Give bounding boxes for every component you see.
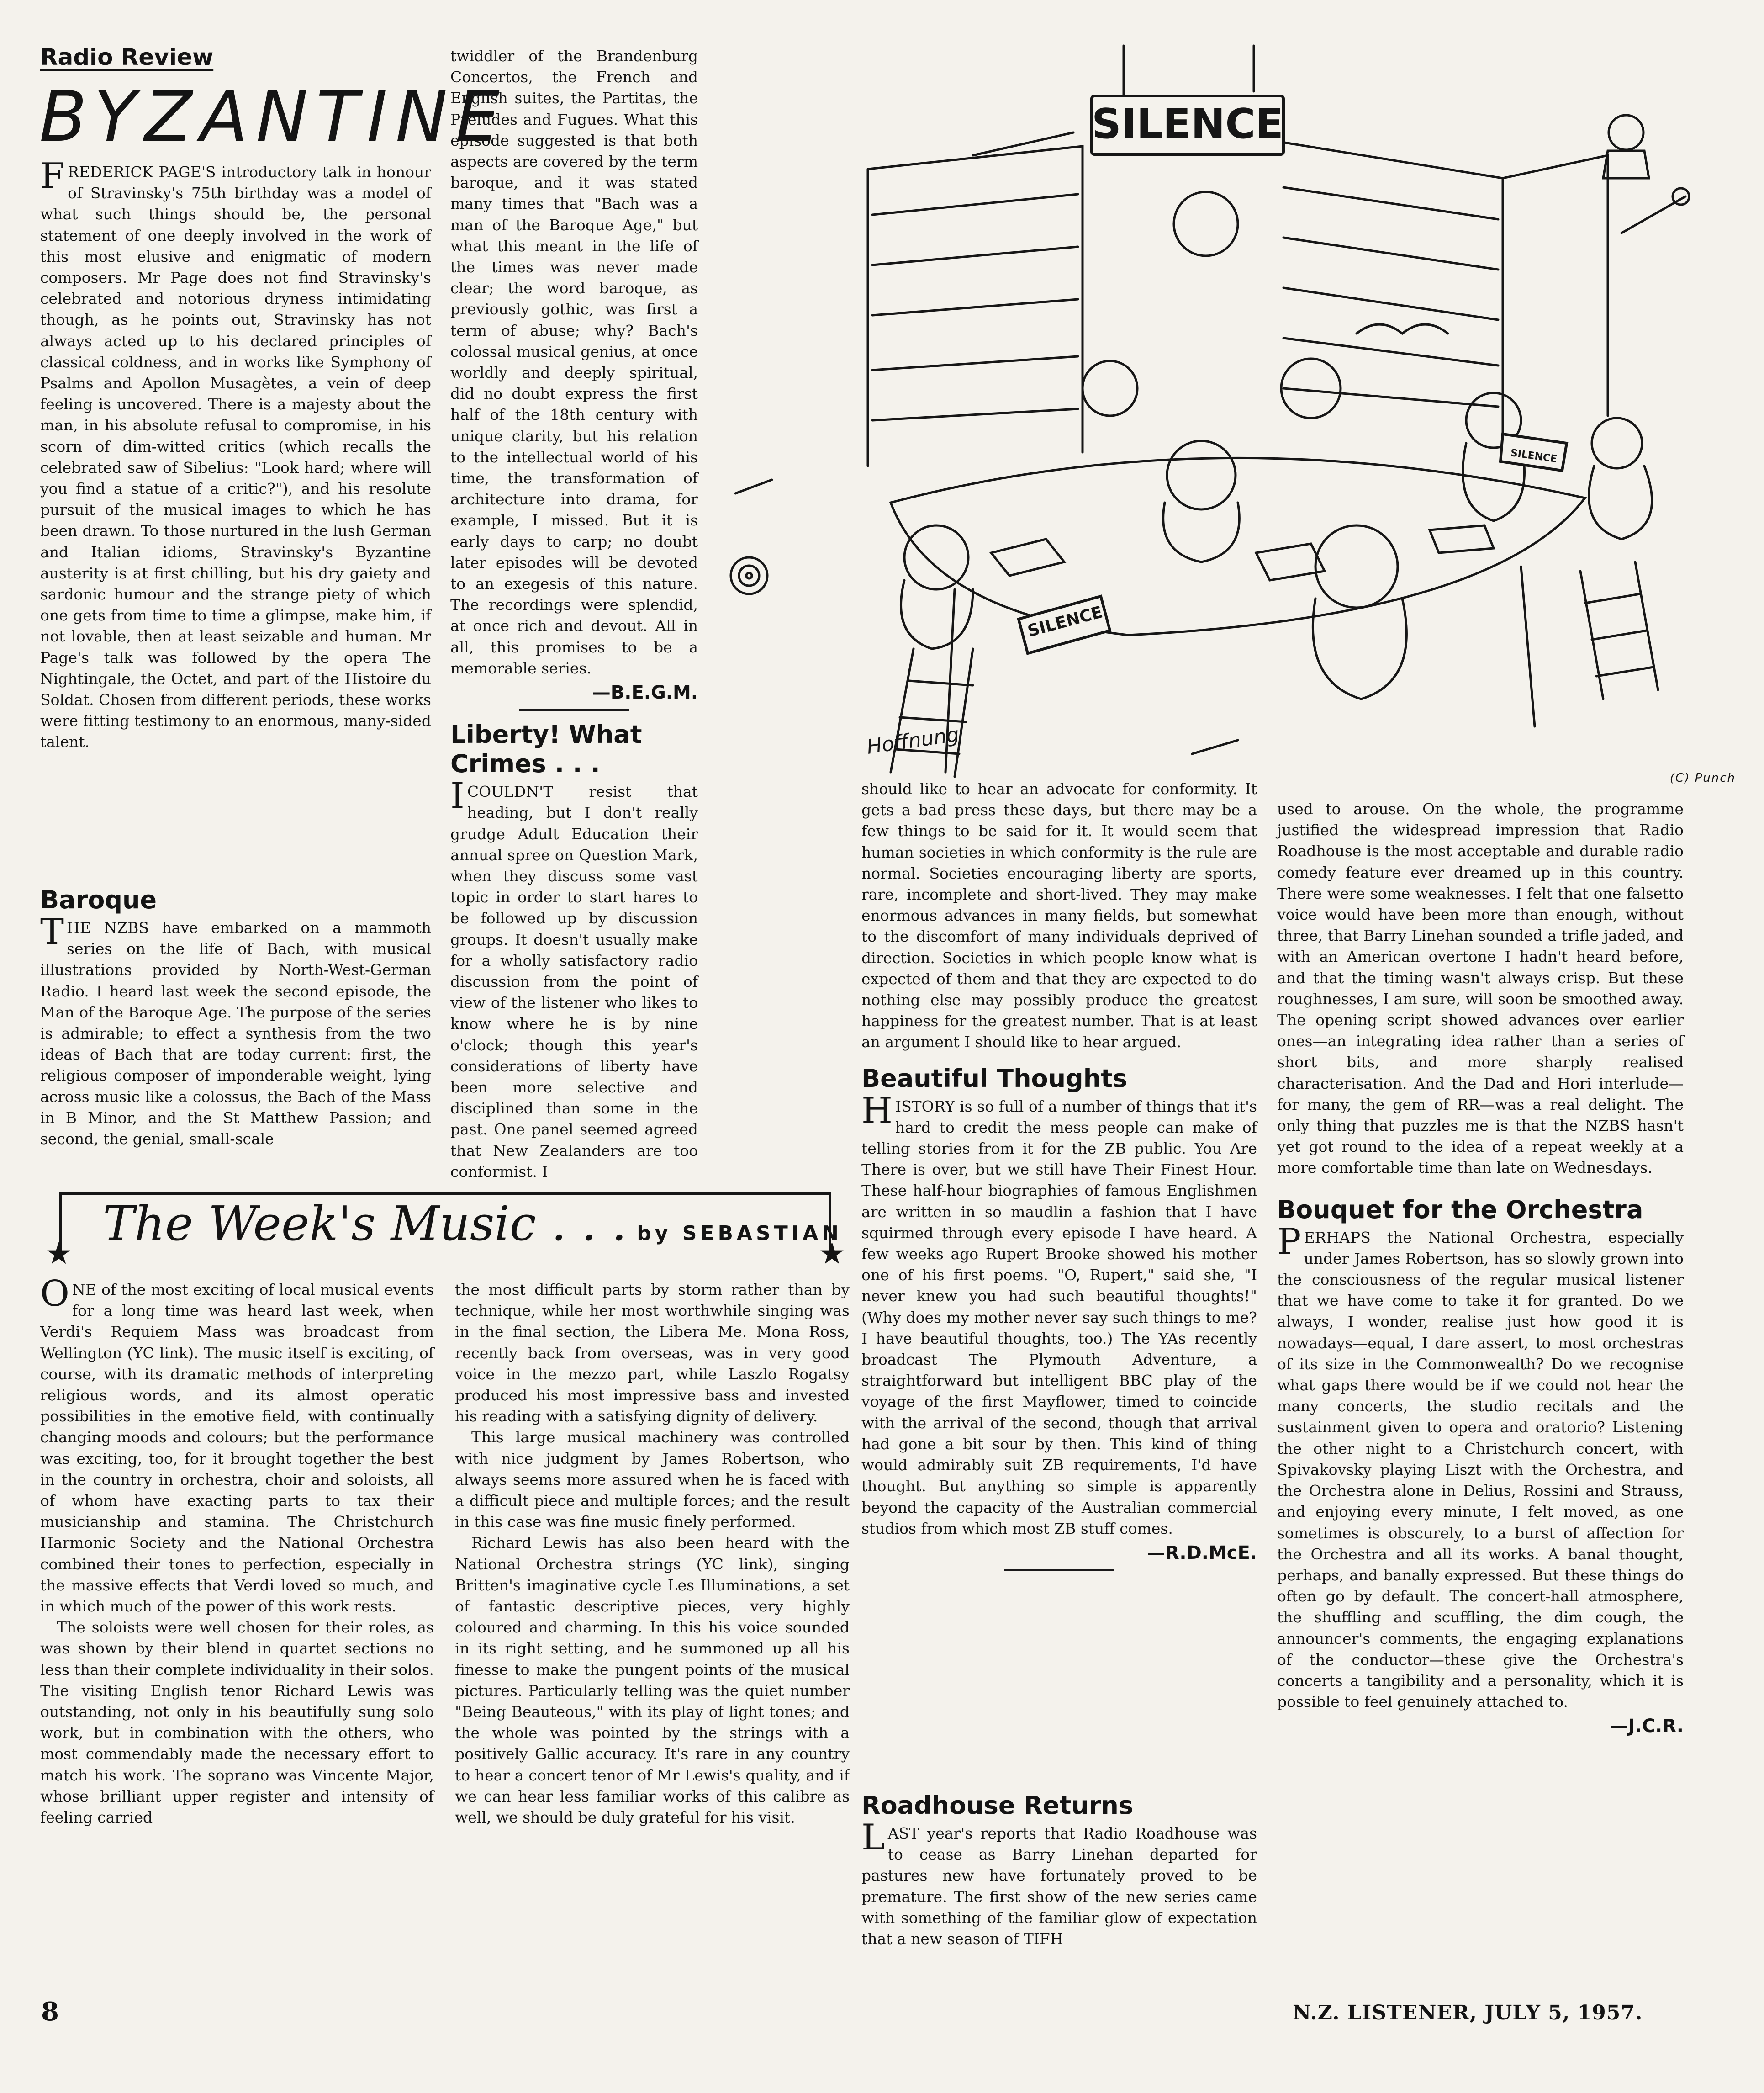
baroque-paragraph: THE NZBS have embarked on a mammoth series on the life of Bach, with musical illustrations provided by North-West-German Radio. I heard last week the second episode, the Man of the Baroque Age. The purpose of the series is admirable; to effect a synthesis from the two ideas of Bach that are today current: first, the religious composer of imponderable weight, lying across music like a colossus, the Bach of the Mass in B Minor, and the St Matthew Passion; and second, the genial, small-scale — [40, 911, 431, 1148]
beautiful-signature: —R.D.McE. — [1146, 1542, 1257, 1563]
liberty-paragraph: should like to hear an advocate for conformity. It gets a bad press these days, but there may be a few things to be said for it. It would seem that human societies in which conformity is the rule are normal. Societies encouraging liberty are sports, rare, incomplete and short-lived. They may make enormous advances in many fields, but somewhat to the discomfort of many individuals deprived of direction. Societies in which people know what is expected of them and that they are expected to do nothing else may possibly produce the greatest happiness for the greatest number. That is at least an argument I should like to hear argued. — [861, 780, 1257, 1051]
weeks-music-paragraph: the most difficult parts by storm rather than by technique, while her most worthwhile singing was in the final section, the Libera Me. Mona Ross, recently back from overseas, was in very good voice in the mezzo part, while Laszlo Rogatsy produced his most impressive bass and invested his reading with a satisfying dignity of delivery. — [455, 1281, 850, 1425]
page-footer: N.Z. LISTENER, JULY 5, 1957. — [1293, 2001, 1643, 2024]
byzantine-article — [40, 156, 431, 753]
table-sign: SILENCE — [1025, 603, 1105, 641]
section-kicker: Radio Review — [40, 44, 214, 70]
cartoonist-signature: Hoffnung — [865, 723, 961, 759]
baroque-signature: —B.E.G.M. — [592, 682, 698, 704]
weeks-music-title: The Week's Music . . . — [103, 1196, 627, 1251]
cartoon-credit: (C) Punch — [1669, 771, 1736, 785]
liberty-paragraph: ICOULDN'T resist that heading, but I don't really grudge Adult Education their annual spree on Question Mark, when they discuss some vast topic in order to start hares to be followed up by discussion groups. It doesn't usually make for a wholly satisfactory radio discussion from the point of view of the listener who likes to know where he is by nine o'clock; though this year's considerations of liberty have been more selective and disciplined than some in the past. One panel seemed agreed that New Zealanders are too conformist. I — [450, 775, 698, 1181]
page-number: 8 — [41, 1997, 59, 2027]
weeks-music-paragraph: This large musical machinery was controlled with nice judgment by James Robertson, who always seems more assured when he is faced with a difficult piece and multiple forces; and the result in this case was fine music finely performed. — [455, 1428, 850, 1531]
baroque-article-part2 — [450, 46, 698, 1182]
column-4 — [1277, 799, 1684, 1740]
liberty-heading: Liberty! What Crimes . . . — [450, 720, 642, 779]
weeks-music-column-1 — [40, 1273, 434, 1828]
byzantine-paragraph: FREDERICK PAGE'S introductory talk in honour of Stravinsky's 75th birthday was a model of what such things should be, the personal statement of one deeply involved in the work of this most elusive and enigmatic of modern composers. Mr Page does not find Stravinsky's celebrated and notorious dryness intimidating though, as he points out, Stravinsky has not always acted up to his declared principles of classical coldness, and in works like Symphony of Psalms and Apollon Musagètes, a vein of deep feeling is uncovered. There is a majesty about the man, in his absolute refusal to compromise, in his scorn of dim-witted critics (which recalls the celebrated saw of Sibelius: "Look hard; where will you find a statue of a critic?"), and his resolute pursuit of the musical images to which he has been drawn. To those nurtured in the lush German and Italian idioms, Stravinsky's Byzantine austerity is at first chilling, but his dry gaiety and sardonic humour and the strange piety of which one gets from time to time a glimpse, make him, if not lovable, then at least seizable and human. Mr Page's talk was followed by the opera The Nightingale, the Octet, and part of the Histoire du Soldat. Chosen from different periods, these works were fitting testimony to an enormous, many-sided talent. — [40, 156, 431, 751]
baroque-article-part1 — [40, 876, 431, 1150]
bouquet-heading: Bouquet for the Orchestra — [1277, 1195, 1643, 1224]
star-icon: ★ — [818, 1236, 845, 1271]
divider — [519, 709, 629, 711]
bouquet-paragraph: PERHAPS the National Orchestra, especially under James Robertson, has so slowly grown into the consciousness of the regular musical listener that we have come to take it for granted. Do we always, I wonder, realise just how good it is nowadays—equal, I dare assert, to most orchestras of its size in the Commonwealth? Do we recognise what gaps there would be if we could not hear the many concerts, the studio recitals and the sustainment given to opera and oratorio? Listening the other night to a Christchurch concert, with Spivakovsky playing Liszt with the Orchestra, and the Orchestra alone in Delius, Rossini and Strauss, and enjoying every minute, I felt moved, as one sometimes is obscurely, to a burst of affection for the Orchestra and all its works. A banal thought, perhaps, and banally expressed. But these things do often go by default. The concert-hall atmosphere, the shuffling and scuffling, the dim cough, the announcer's comments, the engaging explanations of the conductor—these give the Orchestra's concerts a tangibility and a personality, which it is possible to feel genuinely attached to. — [1277, 1221, 1684, 1711]
bouquet-signature: —J.C.R. — [1610, 1716, 1684, 1737]
silence-sign: SILENCE — [1092, 100, 1283, 148]
beautiful-paragraph: HISTORY is so full of a number of things that it's hard to credit the mess people can make of telling stories from it for the ZB public. You Are There is over, but we still have Their Finest Hour. These half-hour biographies of famous Englishmen are written in so maudlin a fashion that I have squirmed through every episode I have heard. A few weeks ago Rupert Brooke showed his mother one of his first poems. "O, Rupert," said she, "I never knew you had such beautiful thoughts!" (Why does my mother never say such things to me? I have beautiful thoughts, too.) The YAs recently broadcast The Plymouth Adventure, a straightforward but intelligent BBC play of the voyage of the first Mayflower, timed to coincide with the arrival of the second, though that arrival had gone a bit sour by then. This kind of thing would admirably suit ZB requirements, I'd have thought. But anything so simple is apparently beyond the capacity of the Australian commercial studios from which most ZB stuff comes. — [861, 1090, 1257, 1537]
divider — [1004, 1569, 1114, 1571]
weeks-music-header-box — [45, 1192, 845, 1271]
roadhouse-heading: Roadhouse Returns — [861, 1791, 1134, 1820]
small-sign: SILENCE — [1510, 447, 1558, 466]
roadhouse-paragraph: used to arouse. On the whole, the programme justified the widespread impression that Radio Roadhouse is the most acceptable and durable radio comedy feature ever dreamed up in this country. There were some weaknesses. I felt that one falsetto voice would have been more than enough, without three, that Barry Linehan sounded a trifle jaded, and with an American overtone I hadn't heard before, and that the timing wasn't always crisp. But these roughnesses, I am sure, will soon be smoothed away. The opening script showed advances over earlier ones—an integrating idea rather than a series of short bits, and more sharply realised characterisation. And the Dad and Hori interlude—for many, the gem of RR—was a real delight. The only thing that puzzles me is that the NZBS hasn't yet got round to the idea of a repeat weekly at a more comfortable time than late on Wednesdays. — [1277, 800, 1684, 1177]
weeks-music-header — [103, 1196, 842, 1251]
library-cartoon — [717, 41, 1745, 785]
page-title: BYZANTINE — [39, 76, 508, 157]
weeks-music-column-2 — [455, 1279, 850, 1828]
weeks-music-paragraph: ONE of the most exciting of local musical events for a long time was heard last week, when Verdi's Requiem Mass was broadcast from Wellington (YC link). The music itself is exciting, of course, with its dramatic methods of interpreting religious words, and its almost operatic possibilities in the emotive field, with continually changing moods and colours; but the performance was exciting, too, for it brought together the best in the country in orchestra, choir and soloists, all of whom have exacting parts to tax their musicianship and stamina. The Christchurch Harmonic Society and the National Orchestra combined their tones to perfection, especially in the massive effects that Verdi loved so much, and in which much of the power of this work rests. — [40, 1273, 434, 1616]
roadhouse-paragraph: LAST year's reports that Radio Roadhouse was to cease as Barry Linehan departed for pastures new have fortunately proved to be premature. The first show of the new series came with something of the familiar glow of expectation that a new season of TIFH — [861, 1817, 1257, 1948]
weeks-music-paragraph: Richard Lewis has also been heard with the National Orchestra strings (YC link), singing Britten's imaginative cycle Les Illuminations, a set of fantastic descriptive pieces, very highly coloured and charming. In this his voice sounded in its right setting, and he summoned up all his finesse to make the pungent points of the musical pictures. Particularly telling was the quiet number "Being Beauteous," with its play of light tones; and the whole was pointed by the strings with a positively Gallic accuracy. It's rare in any country to hear a concert tenor of Mr Lewis's quality, and if we can hear less familiar works of this calibre as well, we should be duly grateful for his visit. — [455, 1534, 850, 1827]
weeks-music-byline: by SEBASTIAN — [637, 1222, 842, 1245]
weeks-music-paragraph: The soloists were well chosen for their roles, as was shown by their blend in quartet sections no less than their complete individuality in their solos. The visiting English tenor Richard Lewis was outstanding, not only in his beautifully sung solo work, but in combination with the others, who most commendably made the necessary effort to match his work. The soprano was Vincente Major, whose brilliant upper register and intensity of feeling carried — [40, 1618, 434, 1827]
beautiful-heading: Beautiful Thoughts — [861, 1064, 1128, 1093]
star-icon: ★ — [45, 1236, 73, 1271]
cartoon-drawing — [717, 41, 1745, 781]
baroque-paragraph: twiddler of the Brandenburg Concertos, the French and English suites, the Partitas, the Preludes and Fugues. What this episode suggested is that both aspects are covered by the term baroque, and it was stated many times that "Bach was a man of the Baroque Age," but what this meant in the life of the times was never made clear; the word baroque, as previously gothic, was first a term of abuse; why? Bach's colossal musical genius, at once worldly and deeply spiritual, did no doubt express the first half of the 18th century with unique clarity, but his relation to the intellectual world of his time, the transformation of architecture into drama, for example, I missed. But it is early days to carp; no doubt later episodes will be devoted to an exegesis of this nature. The recordings were splendid, at once rich and devout. All in all, this promises to be a memorable series. — [450, 47, 698, 677]
roadhouse-article-part1 — [861, 1782, 1257, 1950]
column-3-upper — [861, 779, 1257, 1575]
baroque-heading: Baroque — [40, 885, 157, 914]
